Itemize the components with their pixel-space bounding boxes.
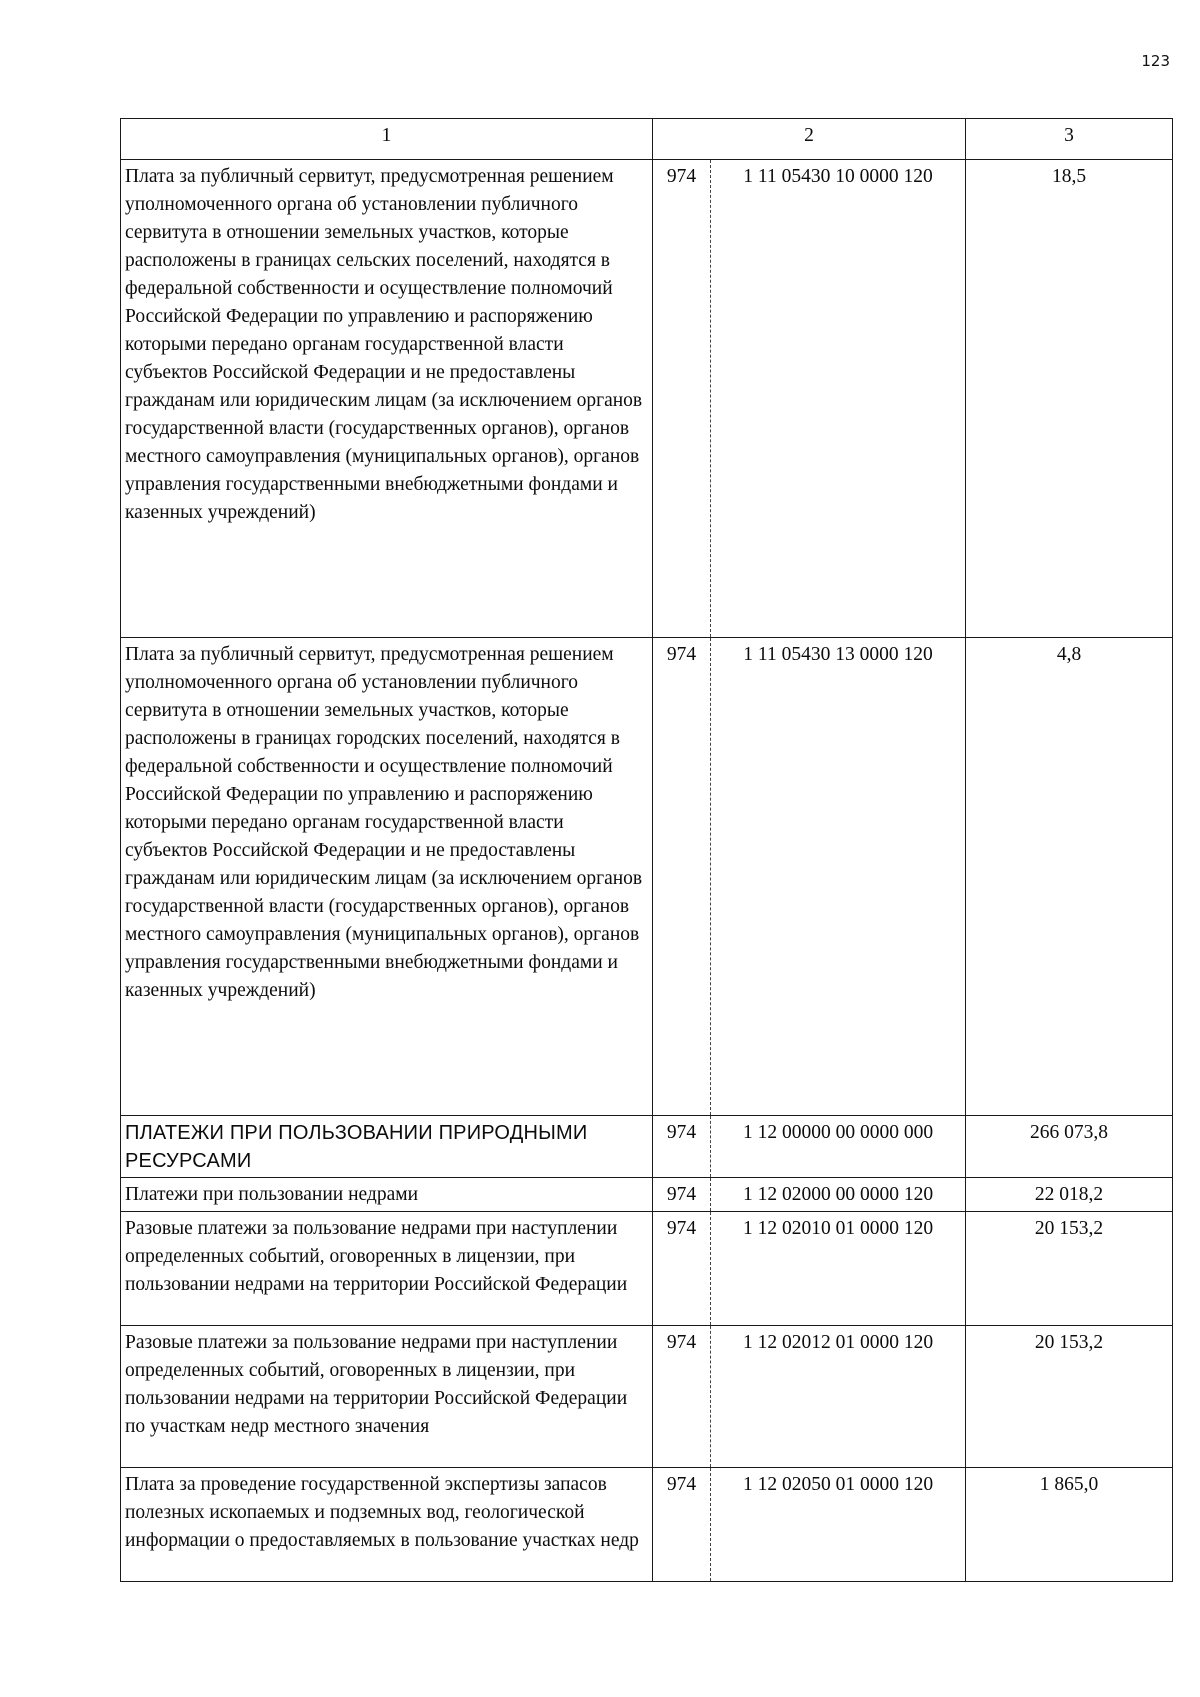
row-amount: 18,5 [966,160,1173,638]
row-kbk-code: 1 12 00000 00 0000 000 [711,1116,966,1178]
table-row [121,1212,1173,1326]
row-admin-code: 974 [653,638,711,1116]
table-row [121,160,1173,638]
row-amount: 20 153,2 [966,1212,1173,1326]
row-admin-code: 974 [653,1212,711,1326]
row-admin-code: 974 [653,160,711,638]
page-number: 123 [1141,52,1170,70]
header-col-1: 1 [121,119,653,160]
row-kbk-code: 1 12 02000 00 0000 120 [711,1178,966,1212]
table-row [121,638,1173,1116]
row-amount: 22 018,2 [966,1178,1173,1212]
row-amount: 20 153,2 [966,1326,1173,1468]
row-admin-code: 974 [653,1116,711,1178]
header-col-2: 2 [653,119,966,160]
row-amount: 4,8 [966,638,1173,1116]
row-kbk-code: 1 12 02010 01 0000 120 [711,1212,966,1326]
table-row [121,1468,1173,1582]
table-row [121,1116,1173,1178]
row-kbk-code: 1 11 05430 10 0000 120 [711,160,966,638]
row-name: Разовые платежи за пользование недрами при наступлении определенных событий, оговоренных в лицензии, при пользовании недрами на территории Российской Федерации [121,1212,653,1326]
row-name: Платежи при пользовании недрами [121,1178,653,1212]
row-name: Разовые платежи за пользование недрами при наступлении определенных событий, оговоренных в лицензии, при пользовании недрами на территории Российской Федерации по участкам недр местного значения [121,1326,653,1468]
row-kbk-code: 1 12 02050 01 0000 120 [711,1468,966,1582]
row-name: Плата за проведение государственной экспертизы запасов полезных ископаемых и подземных вод, геологической информации о предоставляемых в пользование участках недр [121,1468,653,1582]
row-admin-code: 974 [653,1468,711,1582]
row-name: ПЛАТЕЖИ ПРИ ПОЛЬЗОВАНИИ ПРИРОДНЫМИ РЕСУРСАМИ [121,1116,653,1178]
header-col-3: 3 [966,119,1173,160]
row-kbk-code: 1 11 05430 13 0000 120 [711,638,966,1116]
row-name: Плата за публичный сервитут, предусмотренная решением уполномоченного органа об установлении публичного сервитута в отношении земельных участков, которые расположены в границах сельских поселений, находятся в федеральной собственности и осуществление полномочий Российской Федерации по управлению и распоряжению которыми передано органам государственной власти субъектов Российской Федерации и не предоставлены гражданам или юридическим лицам (за исключением органов государственной власти (государственных органов), органов местного самоуправления (муниципальных органов), органов управления государственными внебюджетными фондами и казенных учреждений) [121,160,653,638]
revenue-table [120,118,1173,1582]
row-amount: 266 073,8 [966,1116,1173,1178]
row-amount: 1 865,0 [966,1468,1173,1582]
row-admin-code: 974 [653,1178,711,1212]
table-row [121,1326,1173,1468]
row-name: Плата за публичный сервитут, предусмотренная решением уполномоченного органа об установлении публичного сервитута в отношении земельных участков, которые расположены в границах городских поселений, находятся в федеральной собственности и осуществление полномочий Российской Федерации по управлению и распоряжению которыми передано органам государственной власти субъектов Российской Федерации и не предоставлены гражданам или юридическим лицам (за исключением органов государственной власти (государственных органов), органов местного самоуправления (муниципальных органов), органов управления государственными внебюджетными фондами и казенных учреждений) [121,638,653,1116]
table-row [121,1178,1173,1212]
header-row [121,119,1173,160]
row-admin-code: 974 [653,1326,711,1468]
row-kbk-code: 1 12 02012 01 0000 120 [711,1326,966,1468]
